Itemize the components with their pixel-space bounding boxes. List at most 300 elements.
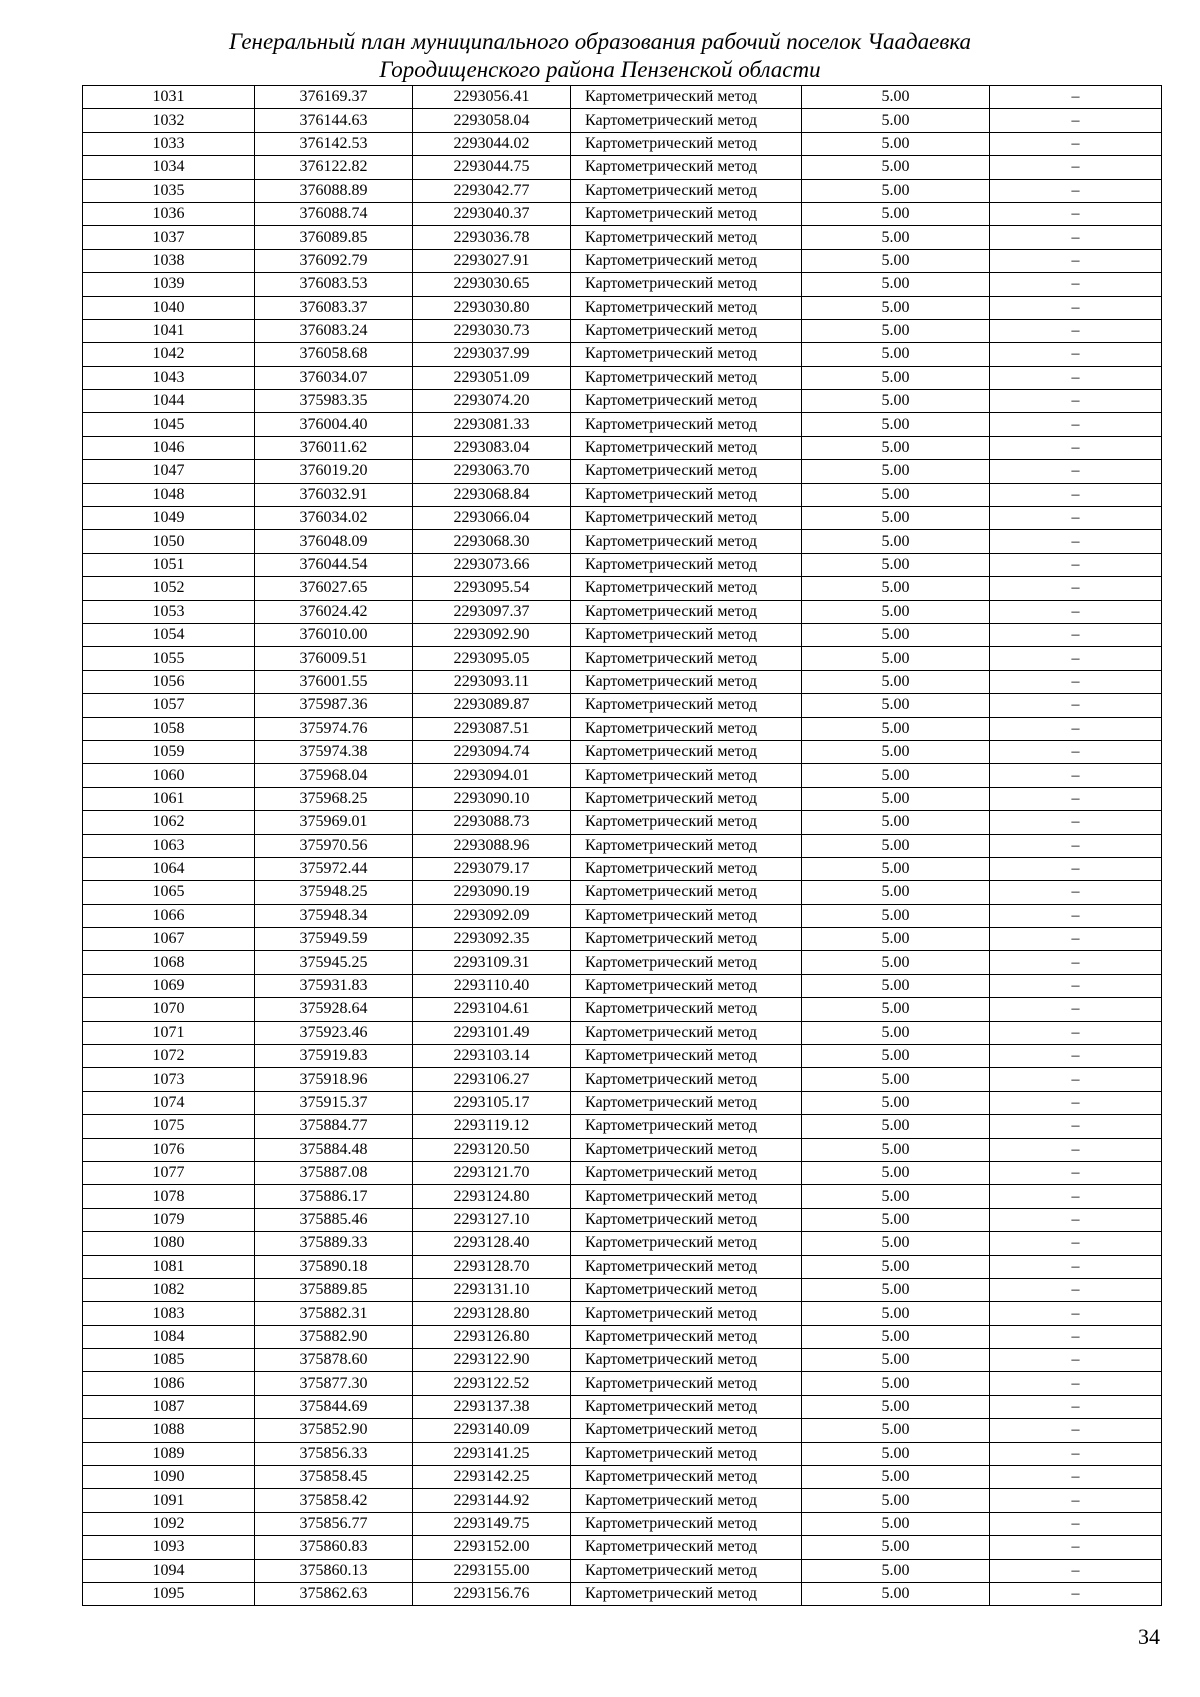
note-cell: – [990,811,1162,834]
point-number-cell: 1069 [83,974,255,997]
x-coordinate-cell: 375886.17 [255,1185,413,1208]
method-cell: Картометрический метод [571,132,802,155]
x-coordinate-cell: 375858.42 [255,1489,413,1512]
table-row [83,296,1162,319]
method-cell: Картометрический метод [571,1255,802,1278]
note-cell: – [990,1115,1162,1138]
y-coordinate-cell: 2293056.41 [413,86,571,109]
note-cell: – [990,202,1162,225]
y-coordinate-cell: 2293094.74 [413,740,571,763]
x-coordinate-cell: 376122.82 [255,156,413,179]
x-coordinate-cell: 375887.08 [255,1161,413,1184]
note-cell: – [990,226,1162,249]
accuracy-cell: 5.00 [802,1442,990,1465]
x-coordinate-cell: 375878.60 [255,1349,413,1372]
y-coordinate-cell: 2293092.35 [413,928,571,951]
x-coordinate-cell: 375882.31 [255,1302,413,1325]
method-cell: Картометрический метод [571,577,802,600]
accuracy-cell: 5.00 [802,1068,990,1091]
point-number-cell: 1074 [83,1091,255,1114]
accuracy-cell: 5.00 [802,460,990,483]
table-row [83,319,1162,342]
x-coordinate-cell: 375862.63 [255,1583,413,1606]
table-row [83,740,1162,763]
accuracy-cell: 5.00 [802,764,990,787]
y-coordinate-cell: 2293095.05 [413,647,571,670]
table-row [83,156,1162,179]
x-coordinate-cell: 376089.85 [255,226,413,249]
table-row [83,717,1162,740]
x-coordinate-cell: 375844.69 [255,1395,413,1418]
y-coordinate-cell: 2293120.50 [413,1138,571,1161]
point-number-cell: 1070 [83,998,255,1021]
accuracy-cell: 5.00 [802,881,990,904]
table-row [83,507,1162,530]
x-coordinate-cell: 375919.83 [255,1045,413,1068]
point-number-cell: 1044 [83,390,255,413]
table-row [83,390,1162,413]
x-coordinate-cell: 376083.53 [255,273,413,296]
x-coordinate-cell: 375890.18 [255,1255,413,1278]
point-number-cell: 1076 [83,1138,255,1161]
y-coordinate-cell: 2293142.25 [413,1466,571,1489]
accuracy-cell: 5.00 [802,1021,990,1044]
y-coordinate-cell: 2293088.96 [413,834,571,857]
point-number-cell: 1086 [83,1372,255,1395]
point-number-cell: 1065 [83,881,255,904]
y-coordinate-cell: 2293030.73 [413,319,571,342]
note-cell: – [990,1045,1162,1068]
x-coordinate-cell: 375974.76 [255,717,413,740]
method-cell: Картометрический метод [571,1068,802,1091]
note-cell: – [990,273,1162,296]
note-cell: – [990,156,1162,179]
x-coordinate-cell: 376044.54 [255,553,413,576]
accuracy-cell: 5.00 [802,1302,990,1325]
table-row [83,974,1162,997]
accuracy-cell: 5.00 [802,249,990,272]
method-cell: Картометрический метод [571,436,802,459]
note-cell: – [990,1372,1162,1395]
note-cell: – [990,834,1162,857]
y-coordinate-cell: 2293124.80 [413,1185,571,1208]
note-cell: – [990,717,1162,740]
accuracy-cell: 5.00 [802,1161,990,1184]
x-coordinate-cell: 375972.44 [255,857,413,880]
y-coordinate-cell: 2293027.91 [413,249,571,272]
method-cell: Картометрический метод [571,156,802,179]
note-cell: – [990,857,1162,880]
method-cell: Картометрический метод [571,390,802,413]
point-number-cell: 1064 [83,857,255,880]
y-coordinate-cell: 2293044.02 [413,132,571,155]
y-coordinate-cell: 2293083.04 [413,436,571,459]
y-coordinate-cell: 2293140.09 [413,1419,571,1442]
point-number-cell: 1073 [83,1068,255,1091]
point-number-cell: 1031 [83,86,255,109]
table-row [83,623,1162,646]
x-coordinate-cell: 375884.77 [255,1115,413,1138]
y-coordinate-cell: 2293088.73 [413,811,571,834]
x-coordinate-cell: 376024.42 [255,600,413,623]
x-coordinate-cell: 375852.90 [255,1419,413,1442]
point-number-cell: 1093 [83,1536,255,1559]
accuracy-cell: 5.00 [802,623,990,646]
x-coordinate-cell: 375889.85 [255,1278,413,1301]
table-row [83,787,1162,810]
point-number-cell: 1063 [83,834,255,857]
point-number-cell: 1092 [83,1512,255,1535]
x-coordinate-cell: 376144.63 [255,109,413,132]
accuracy-cell: 5.00 [802,1232,990,1255]
note-cell: – [990,1068,1162,1091]
y-coordinate-cell: 2293093.11 [413,670,571,693]
note-cell: – [990,1536,1162,1559]
y-coordinate-cell: 2293092.09 [413,904,571,927]
note-cell: – [990,1583,1162,1606]
method-cell: Картометрический метод [571,857,802,880]
accuracy-cell: 5.00 [802,1255,990,1278]
method-cell: Картометрический метод [571,1419,802,1442]
point-number-cell: 1033 [83,132,255,155]
y-coordinate-cell: 2293149.75 [413,1512,571,1535]
accuracy-cell: 5.00 [802,390,990,413]
y-coordinate-cell: 2293097.37 [413,600,571,623]
accuracy-cell: 5.00 [802,811,990,834]
x-coordinate-cell: 376088.89 [255,179,413,202]
note-cell: – [990,1255,1162,1278]
table-row [83,1208,1162,1231]
y-coordinate-cell: 2293119.12 [413,1115,571,1138]
note-cell: – [990,132,1162,155]
accuracy-cell: 5.00 [802,1466,990,1489]
accuracy-cell: 5.00 [802,600,990,623]
method-cell: Картометрический метод [571,787,802,810]
note-cell: – [990,530,1162,553]
table-row [83,998,1162,1021]
note-cell: – [990,1489,1162,1512]
accuracy-cell: 5.00 [802,202,990,225]
method-cell: Картометрический метод [571,1349,802,1372]
method-cell: Картометрический метод [571,1161,802,1184]
y-coordinate-cell: 2293068.30 [413,530,571,553]
method-cell: Картометрический метод [571,226,802,249]
method-cell: Картометрический метод [571,1115,802,1138]
accuracy-cell: 5.00 [802,226,990,249]
table-row [83,109,1162,132]
method-cell: Картометрический метод [571,553,802,576]
method-cell: Картометрический метод [571,1302,802,1325]
x-coordinate-cell: 376048.09 [255,530,413,553]
table-row [83,1536,1162,1559]
point-number-cell: 1060 [83,764,255,787]
y-coordinate-cell: 2293079.17 [413,857,571,880]
x-coordinate-cell: 376058.68 [255,343,413,366]
point-number-cell: 1077 [83,1161,255,1184]
method-cell: Картометрический метод [571,319,802,342]
point-number-cell: 1043 [83,366,255,389]
accuracy-cell: 5.00 [802,928,990,951]
note-cell: – [990,1091,1162,1114]
y-coordinate-cell: 2293087.51 [413,717,571,740]
accuracy-cell: 5.00 [802,109,990,132]
method-cell: Картометрический метод [571,670,802,693]
method-cell: Картометрический метод [571,1021,802,1044]
x-coordinate-cell: 376092.79 [255,249,413,272]
x-coordinate-cell: 376083.37 [255,296,413,319]
table-row [83,202,1162,225]
method-cell: Картометрический метод [571,1325,802,1348]
y-coordinate-cell: 2293066.04 [413,507,571,530]
table-row [83,1115,1162,1138]
y-coordinate-cell: 2293068.84 [413,483,571,506]
table-row [83,1325,1162,1348]
table-row [83,179,1162,202]
accuracy-cell: 5.00 [802,904,990,927]
method-cell: Картометрический метод [571,1138,802,1161]
accuracy-cell: 5.00 [802,319,990,342]
point-number-cell: 1085 [83,1349,255,1372]
table-row [83,928,1162,951]
table-row [83,1255,1162,1278]
point-number-cell: 1083 [83,1302,255,1325]
accuracy-cell: 5.00 [802,530,990,553]
x-coordinate-cell: 375882.90 [255,1325,413,1348]
method-cell: Картометрический метод [571,86,802,109]
table-row [83,460,1162,483]
point-number-cell: 1054 [83,623,255,646]
table-row [83,1466,1162,1489]
method-cell: Картометрический метод [571,343,802,366]
point-number-cell: 1035 [83,179,255,202]
accuracy-cell: 5.00 [802,1536,990,1559]
document-header [0,28,1200,84]
method-cell: Картометрический метод [571,1466,802,1489]
table-row [83,1045,1162,1068]
y-coordinate-cell: 2293121.70 [413,1161,571,1184]
coordinates-table-body [83,86,1162,1606]
note-cell: – [990,577,1162,600]
accuracy-cell: 5.00 [802,507,990,530]
point-number-cell: 1038 [83,249,255,272]
y-coordinate-cell: 2293126.80 [413,1325,571,1348]
point-number-cell: 1072 [83,1045,255,1068]
y-coordinate-cell: 2293073.66 [413,553,571,576]
accuracy-cell: 5.00 [802,156,990,179]
point-number-cell: 1057 [83,694,255,717]
note-cell: – [990,366,1162,389]
table-row [83,881,1162,904]
note-cell: – [990,1512,1162,1535]
note-cell: – [990,764,1162,787]
table-row [83,249,1162,272]
accuracy-cell: 5.00 [802,998,990,1021]
y-coordinate-cell: 2293137.38 [413,1395,571,1418]
note-cell: – [990,1349,1162,1372]
point-number-cell: 1032 [83,109,255,132]
accuracy-cell: 5.00 [802,1489,990,1512]
point-number-cell: 1037 [83,226,255,249]
x-coordinate-cell: 376032.91 [255,483,413,506]
y-coordinate-cell: 2293040.37 [413,202,571,225]
note-cell: – [990,1021,1162,1044]
y-coordinate-cell: 2293089.87 [413,694,571,717]
x-coordinate-cell: 375931.83 [255,974,413,997]
x-coordinate-cell: 375970.56 [255,834,413,857]
x-coordinate-cell: 375884.48 [255,1138,413,1161]
method-cell: Картометрический метод [571,179,802,202]
table-row [83,530,1162,553]
y-coordinate-cell: 2293156.76 [413,1583,571,1606]
x-coordinate-cell: 375889.33 [255,1232,413,1255]
note-cell: – [990,249,1162,272]
note-cell: – [990,1278,1162,1301]
method-cell: Картометрический метод [571,1559,802,1582]
accuracy-cell: 5.00 [802,1091,990,1114]
point-number-cell: 1095 [83,1583,255,1606]
accuracy-cell: 5.00 [802,436,990,459]
method-cell: Картометрический метод [571,928,802,951]
point-number-cell: 1050 [83,530,255,553]
method-cell: Картометрический метод [571,881,802,904]
point-number-cell: 1081 [83,1255,255,1278]
y-coordinate-cell: 2293128.40 [413,1232,571,1255]
note-cell: – [990,483,1162,506]
method-cell: Картометрический метод [571,483,802,506]
method-cell: Картометрический метод [571,109,802,132]
table-row [83,1559,1162,1582]
y-coordinate-cell: 2293090.10 [413,787,571,810]
table-row [83,577,1162,600]
method-cell: Картометрический метод [571,296,802,319]
table-row [83,857,1162,880]
method-cell: Картометрический метод [571,740,802,763]
y-coordinate-cell: 2293127.10 [413,1208,571,1231]
method-cell: Картометрический метод [571,694,802,717]
point-number-cell: 1094 [83,1559,255,1582]
x-coordinate-cell: 375856.77 [255,1512,413,1535]
point-number-cell: 1078 [83,1185,255,1208]
method-cell: Картометрический метод [571,623,802,646]
y-coordinate-cell: 2293101.49 [413,1021,571,1044]
accuracy-cell: 5.00 [802,273,990,296]
accuracy-cell: 5.00 [802,974,990,997]
table-row [83,647,1162,670]
method-cell: Картометрический метод [571,413,802,436]
point-number-cell: 1041 [83,319,255,342]
method-cell: Картометрический метод [571,951,802,974]
method-cell: Картометрический метод [571,366,802,389]
method-cell: Картометрический метод [571,717,802,740]
note-cell: – [990,460,1162,483]
table-row [83,1442,1162,1465]
point-number-cell: 1055 [83,647,255,670]
accuracy-cell: 5.00 [802,1208,990,1231]
x-coordinate-cell: 375968.04 [255,764,413,787]
table-row [83,343,1162,366]
point-number-cell: 1045 [83,413,255,436]
note-cell: – [990,553,1162,576]
method-cell: Картометрический метод [571,273,802,296]
note-cell: – [990,1232,1162,1255]
note-cell: – [990,928,1162,951]
x-coordinate-cell: 376010.00 [255,623,413,646]
note-cell: – [990,86,1162,109]
method-cell: Картометрический метод [571,1372,802,1395]
accuracy-cell: 5.00 [802,951,990,974]
x-coordinate-cell: 376004.40 [255,413,413,436]
note-cell: – [990,436,1162,459]
method-cell: Картометрический метод [571,1489,802,1512]
accuracy-cell: 5.00 [802,1185,990,1208]
note-cell: – [990,951,1162,974]
note-cell: – [990,623,1162,646]
accuracy-cell: 5.00 [802,1512,990,1535]
x-coordinate-cell: 375987.36 [255,694,413,717]
point-number-cell: 1058 [83,717,255,740]
x-coordinate-cell: 375915.37 [255,1091,413,1114]
x-coordinate-cell: 375860.13 [255,1559,413,1582]
note-cell: – [990,881,1162,904]
accuracy-cell: 5.00 [802,740,990,763]
y-coordinate-cell: 2293081.33 [413,413,571,436]
note-cell: – [990,390,1162,413]
y-coordinate-cell: 2293095.54 [413,577,571,600]
note-cell: – [990,600,1162,623]
y-coordinate-cell: 2293063.70 [413,460,571,483]
y-coordinate-cell: 2293030.65 [413,273,571,296]
y-coordinate-cell: 2293036.78 [413,226,571,249]
accuracy-cell: 5.00 [802,1372,990,1395]
method-cell: Картометрический метод [571,202,802,225]
note-cell: – [990,1138,1162,1161]
y-coordinate-cell: 2293090.19 [413,881,571,904]
table-row [83,1302,1162,1325]
accuracy-cell: 5.00 [802,1325,990,1348]
note-cell: – [990,998,1162,1021]
note-cell: – [990,1419,1162,1442]
note-cell: – [990,647,1162,670]
table-row [83,1395,1162,1418]
table-row [83,951,1162,974]
x-coordinate-cell: 375983.35 [255,390,413,413]
table-row [83,273,1162,296]
x-coordinate-cell: 375948.34 [255,904,413,927]
method-cell: Картометрический метод [571,998,802,1021]
point-number-cell: 1087 [83,1395,255,1418]
accuracy-cell: 5.00 [802,179,990,202]
table-row [83,1349,1162,1372]
table-row [83,86,1162,109]
method-cell: Картометрический метод [571,647,802,670]
accuracy-cell: 5.00 [802,694,990,717]
y-coordinate-cell: 2293103.14 [413,1045,571,1068]
accuracy-cell: 5.00 [802,647,990,670]
method-cell: Картометрический метод [571,1208,802,1231]
accuracy-cell: 5.00 [802,366,990,389]
note-cell: – [990,1442,1162,1465]
y-coordinate-cell: 2293042.77 [413,179,571,202]
table-row [83,834,1162,857]
point-number-cell: 1040 [83,296,255,319]
point-number-cell: 1084 [83,1325,255,1348]
y-coordinate-cell: 2293122.90 [413,1349,571,1372]
method-cell: Картометрический метод [571,460,802,483]
table-row [83,670,1162,693]
x-coordinate-cell: 375877.30 [255,1372,413,1395]
accuracy-cell: 5.00 [802,1583,990,1606]
y-coordinate-cell: 2293128.80 [413,1302,571,1325]
